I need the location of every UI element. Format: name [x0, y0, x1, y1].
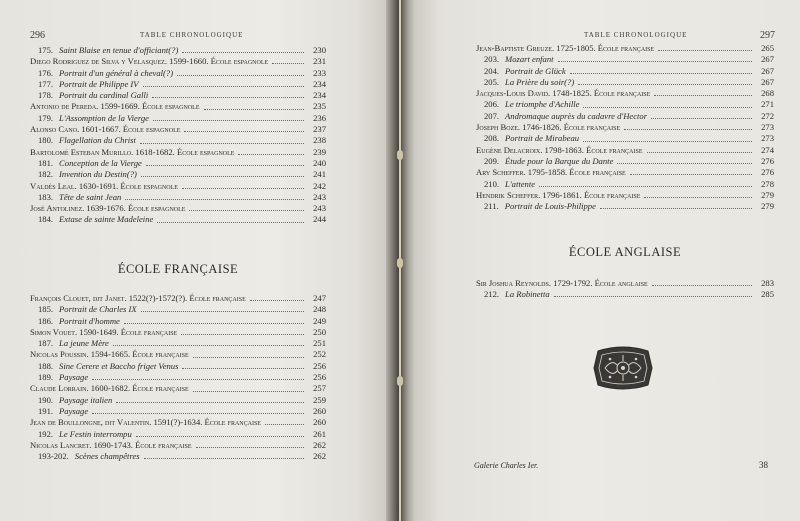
binding-stitch	[397, 376, 403, 386]
page-reference: 276	[761, 155, 774, 166]
entry-number: 191.	[38, 405, 54, 416]
page-reference: 265	[761, 43, 774, 53]
binding-stitch	[397, 150, 403, 160]
artwork-entry	[30, 372, 326, 383]
page-reference: 261	[313, 428, 326, 439]
dot-leader	[600, 208, 752, 209]
entry-number: 209.	[484, 155, 500, 166]
entry-number: 203.	[484, 54, 500, 65]
artwork-entry	[476, 77, 774, 88]
page-reference: 262	[313, 439, 326, 450]
artwork-entry	[30, 135, 326, 146]
page-reference: 237	[313, 124, 326, 135]
entry-number: 212.	[484, 289, 500, 300]
section-title-ecole-anglaise: ÉCOLE ANGLAISE	[568, 245, 682, 259]
dot-leader	[113, 345, 304, 346]
page-reference: 257	[313, 383, 326, 394]
artist-entry	[476, 278, 774, 289]
left-running-head: TABLE CHRONOLOGIQUE	[140, 31, 244, 39]
artwork-entry	[476, 54, 774, 65]
left-page-number: 296	[30, 30, 45, 41]
artist-name: Claude Lorrain. 1600-1682. École française	[30, 383, 189, 394]
dot-leader	[193, 357, 304, 358]
entry-number: 192.	[38, 428, 54, 439]
entry-number: 188.	[38, 360, 54, 371]
dot-leader	[238, 154, 304, 155]
page-reference: 243	[313, 191, 326, 202]
page-reference: 285	[761, 289, 774, 300]
dot-leader	[272, 63, 304, 64]
artist-name: Jean de Boullongne, dit Valentin. 1591(?)-1634. École française	[30, 417, 261, 428]
artist-entry	[30, 417, 326, 428]
dot-leader	[651, 118, 752, 119]
page-reference: 260	[313, 417, 326, 428]
artwork-title: L'Assomption de la Vierge	[59, 112, 149, 123]
artwork-entry	[476, 111, 774, 122]
artist-name: Nicolas Poussin. 1594-1665. École française	[30, 349, 189, 360]
artist-entry	[30, 124, 326, 135]
artist-entry	[30, 440, 326, 451]
artwork-entry	[476, 99, 774, 110]
page-reference: 283	[761, 278, 774, 288]
entry-number: 208.	[484, 133, 500, 144]
entry-number: 180.	[38, 135, 54, 146]
artist-name: Jean-Baptiste Greuze. 1725-1805. École française	[476, 43, 655, 53]
page-reference: 230	[313, 45, 326, 55]
dot-leader	[654, 95, 752, 96]
page-reference: 274	[761, 144, 774, 155]
artwork-entry	[30, 316, 326, 327]
page-reference: 249	[313, 315, 326, 326]
page-reference: 268	[761, 88, 774, 99]
artist-entry	[30, 349, 326, 360]
dot-leader	[92, 413, 304, 414]
page-reference: 240	[313, 157, 326, 168]
artwork-entry	[476, 156, 774, 167]
page-reference: 234	[313, 90, 326, 101]
footer-number: 38	[759, 460, 768, 470]
dot-leader	[617, 163, 752, 164]
artwork-entry	[30, 45, 326, 56]
dot-leader	[125, 199, 304, 200]
entry-number: 181.	[38, 157, 54, 168]
dot-leader	[124, 323, 304, 324]
dot-leader	[182, 188, 304, 189]
dot-leader	[539, 186, 752, 187]
entry-number: 205.	[484, 76, 500, 87]
dot-leader	[644, 197, 752, 198]
page-reference: 260	[313, 405, 326, 416]
dot-leader	[146, 165, 304, 166]
footer-text: Galerie Charles Ier.	[474, 461, 539, 470]
artist-name: Valdès Leal. 1630-1691. École espagnole	[30, 180, 178, 191]
dot-leader	[624, 129, 752, 130]
artwork-title: Flagellation du Christ	[59, 135, 136, 146]
artwork-title: Le Festin interrompu	[59, 428, 132, 439]
page-reference: 250	[313, 326, 326, 337]
artwork-title: Extase de sainte Madeleine	[59, 214, 154, 225]
artwork-title: Sine Cerere et Baccho friget Venus	[59, 360, 179, 371]
artwork-entry	[30, 79, 326, 90]
artist-entry	[30, 293, 326, 304]
dot-leader	[141, 311, 304, 312]
artist-entry	[476, 167, 774, 178]
entry-number: 186.	[38, 315, 54, 326]
artist-entry	[476, 88, 774, 99]
artist-name: José Antolinez. 1639-1676. École espagnole	[30, 203, 186, 214]
floral-cartouche-icon	[592, 345, 654, 391]
entry-number: 206.	[484, 99, 500, 110]
artwork-entry	[30, 90, 326, 101]
artwork-entry	[30, 304, 326, 315]
artist-name: Jacques-Louis David. 1748-1825. École française	[476, 88, 651, 99]
artwork-entry	[30, 429, 326, 440]
artwork-title: Paysage	[59, 372, 89, 383]
entry-number: 183.	[38, 191, 54, 202]
dot-leader	[196, 447, 304, 448]
page-reference: 262	[313, 451, 326, 462]
artist-entry	[30, 101, 326, 112]
entry-number: 179.	[38, 112, 54, 123]
artwork-title: Invention du Destin(?)	[59, 169, 137, 180]
page-reference: 259	[313, 394, 326, 405]
page-reference: 273	[761, 122, 774, 133]
artwork-title: Le triomphe d'Achille	[505, 99, 580, 110]
artwork-title: Paysage	[59, 405, 89, 416]
page-reference: 279	[761, 201, 774, 212]
page-reference: 272	[761, 110, 774, 121]
dot-leader	[578, 84, 752, 85]
entry-number: 185.	[38, 304, 54, 315]
artwork-title: Paysage italien	[59, 394, 113, 405]
artwork-title: Tête de saint Jean	[59, 191, 122, 202]
page-reference: 238	[313, 135, 326, 146]
entry-number: 211.	[484, 201, 499, 212]
artist-name: Diego Rodriguez de Silva y Velasquez. 1599-1660. École espagnole	[30, 56, 269, 67]
page-reference: 241	[313, 169, 326, 180]
page-reference: 243	[313, 203, 326, 214]
artwork-entry	[476, 133, 774, 144]
dot-leader	[647, 152, 753, 153]
binding-stitch	[397, 258, 403, 268]
artist-name: Joseph Boze. 1746-1826. École française	[476, 122, 621, 133]
dot-leader	[143, 86, 304, 87]
artist-entry	[476, 145, 774, 156]
artist-name: François Clouet, dit Janet. 1522(?)-1572(?). École française	[30, 293, 246, 303]
page-reference: 231	[313, 56, 326, 67]
artwork-entry	[30, 361, 326, 372]
dot-leader	[136, 436, 304, 437]
dot-leader	[184, 131, 304, 132]
artwork-entry	[30, 451, 326, 462]
dot-leader	[250, 300, 304, 301]
artwork-entry	[476, 179, 774, 190]
artist-entry	[476, 122, 774, 133]
dot-leader	[92, 379, 304, 380]
dot-leader	[116, 402, 304, 403]
artwork-entry	[476, 201, 774, 212]
entry-number: 193-202.	[38, 451, 69, 462]
artwork-title: La jeune Mère	[59, 338, 109, 349]
artist-name: Hendrik Scheffer. 1796-1861. École française	[476, 189, 641, 200]
artwork-entry	[476, 66, 774, 77]
dot-leader	[658, 50, 752, 51]
artwork-entry	[30, 395, 326, 406]
page-reference: 242	[313, 180, 326, 191]
dot-leader	[558, 61, 752, 62]
dot-leader	[583, 141, 752, 142]
artist-name: Alonso Cano. 1601-1667. École espagnole	[30, 124, 181, 135]
dot-leader	[570, 73, 752, 74]
dot-leader	[204, 109, 304, 110]
dot-leader	[583, 107, 752, 108]
entry-number: 210.	[484, 178, 500, 189]
dot-leader	[144, 458, 304, 459]
artwork-title: Portrait de Charles IX	[59, 304, 137, 315]
dot-leader	[554, 296, 752, 297]
page-reference: 234	[313, 78, 326, 89]
left-entries-top	[30, 45, 326, 226]
page-reference: 267	[761, 76, 774, 87]
dot-leader	[265, 424, 304, 425]
artist-name: Simon Vouet. 1590-1649. École française	[30, 326, 178, 337]
dot-leader	[140, 143, 304, 144]
artist-entry	[30, 56, 326, 67]
artist-name: Antonio de Pereda. 1599-1669. École espagnole	[30, 101, 200, 112]
entry-number: 207.	[484, 110, 500, 121]
entry-number: 204.	[484, 65, 500, 76]
dot-leader	[182, 368, 304, 369]
page-reference: 239	[313, 146, 326, 157]
artwork-title: La Prière du soir(?)	[505, 76, 575, 87]
dot-leader	[193, 391, 304, 392]
section-title-ecole-francaise: ÉCOLE FRANÇAISE	[117, 262, 239, 276]
artwork-title: Portrait d'un général à cheval(?)	[59, 67, 174, 78]
page-reference: 278	[761, 178, 774, 189]
entry-number: 178.	[38, 90, 54, 101]
artwork-title: Portrait de Philippe IV	[59, 78, 139, 89]
artist-name: Eugène Delacroix. 1798-1863. École française	[476, 144, 643, 155]
page-reference: 248	[313, 304, 326, 315]
artwork-title: Saint Blaise en tenue d'officiant(?)	[59, 45, 179, 55]
dot-leader	[152, 97, 304, 98]
page-reference: 271	[761, 99, 774, 110]
artist-name: Sir Joshua Reynolds. 1729-1792. École anglaise	[476, 278, 648, 288]
right-page-number: 297	[760, 30, 775, 41]
artist-entry	[30, 181, 326, 192]
page-reference: 256	[313, 372, 326, 383]
entry-number: 189.	[38, 372, 54, 383]
artwork-title: Scènes champêtres	[74, 451, 140, 462]
artwork-entry	[30, 406, 326, 417]
entry-number: 175.	[38, 45, 54, 55]
artist-entry	[30, 327, 326, 338]
dot-leader	[141, 176, 304, 177]
artwork-title: Conception de la Vierge	[59, 157, 142, 168]
entry-number: 190.	[38, 394, 54, 405]
artist-entry	[30, 203, 326, 214]
artist-entry	[30, 383, 326, 394]
page-reference: 267	[761, 65, 774, 76]
artwork-title: Portrait de Glück	[505, 65, 566, 76]
left-entries-bottom	[30, 293, 326, 462]
artist-name: Nicolas Lancret. 1690-1743. École française	[30, 439, 192, 450]
artwork-title: Portrait du cardinal Galli	[59, 90, 149, 101]
artwork-title: Andromaque auprès du cadavre d'Hector	[505, 110, 648, 121]
dot-leader	[157, 222, 304, 223]
artwork-title: Étude pour la Barque du Dante	[505, 155, 614, 166]
artwork-entry	[30, 214, 326, 225]
artwork-entry	[30, 169, 326, 180]
artist-entry	[476, 190, 774, 201]
page-reference: 279	[761, 189, 774, 200]
artwork-title: Portrait de Louis-Philippe	[504, 201, 596, 212]
right-page	[414, 0, 800, 521]
page-reference: 236	[313, 112, 326, 123]
dot-leader	[182, 52, 304, 53]
artwork-entry	[30, 68, 326, 79]
page-reference: 276	[761, 167, 774, 178]
page-reference: 252	[313, 349, 326, 360]
page-reference: 251	[313, 338, 326, 349]
artist-entry	[476, 43, 774, 54]
dot-leader	[189, 210, 304, 211]
right-running-head: TABLE CHRONOLOGIQUE	[584, 31, 688, 39]
page-reference: 235	[313, 101, 326, 112]
entry-number: 187.	[38, 338, 54, 349]
page-reference: 247	[313, 293, 326, 303]
dot-leader	[181, 334, 304, 335]
artwork-title: L'attente	[505, 178, 536, 189]
page-reference: 256	[313, 360, 326, 371]
artwork-entry	[476, 289, 774, 300]
entry-number: 176.	[38, 67, 54, 78]
artwork-title: Portrait d'homme	[59, 315, 120, 326]
artist-entry	[30, 147, 326, 158]
dot-leader	[177, 75, 304, 76]
artist-name: Bartolomé Esteban Murillo. 1618-1682. École espagnole	[30, 146, 235, 157]
dot-leader	[153, 120, 304, 121]
artwork-entry	[30, 158, 326, 169]
artwork-title: La Robinetta	[505, 289, 550, 300]
page-reference: 244	[313, 214, 326, 225]
right-entries-bottom	[476, 278, 774, 301]
entry-number: 182.	[38, 169, 54, 180]
artwork-entry	[30, 192, 326, 203]
artist-name: Ary Scheffer. 1795-1858. École française	[476, 167, 626, 178]
artwork-entry	[30, 113, 326, 124]
page-reference: 267	[761, 54, 774, 65]
entry-number: 184.	[38, 214, 54, 225]
artwork-entry	[30, 338, 326, 349]
dot-leader	[630, 174, 752, 175]
right-entries-top	[476, 43, 774, 212]
dot-leader	[652, 285, 752, 286]
artwork-title: Portrait de Mirabeau	[505, 133, 580, 144]
left-page	[0, 0, 386, 521]
entry-number: 177.	[38, 78, 54, 89]
page-reference: 233	[313, 67, 326, 78]
artwork-title: Mozart enfant	[505, 54, 554, 65]
page-reference: 273	[761, 133, 774, 144]
